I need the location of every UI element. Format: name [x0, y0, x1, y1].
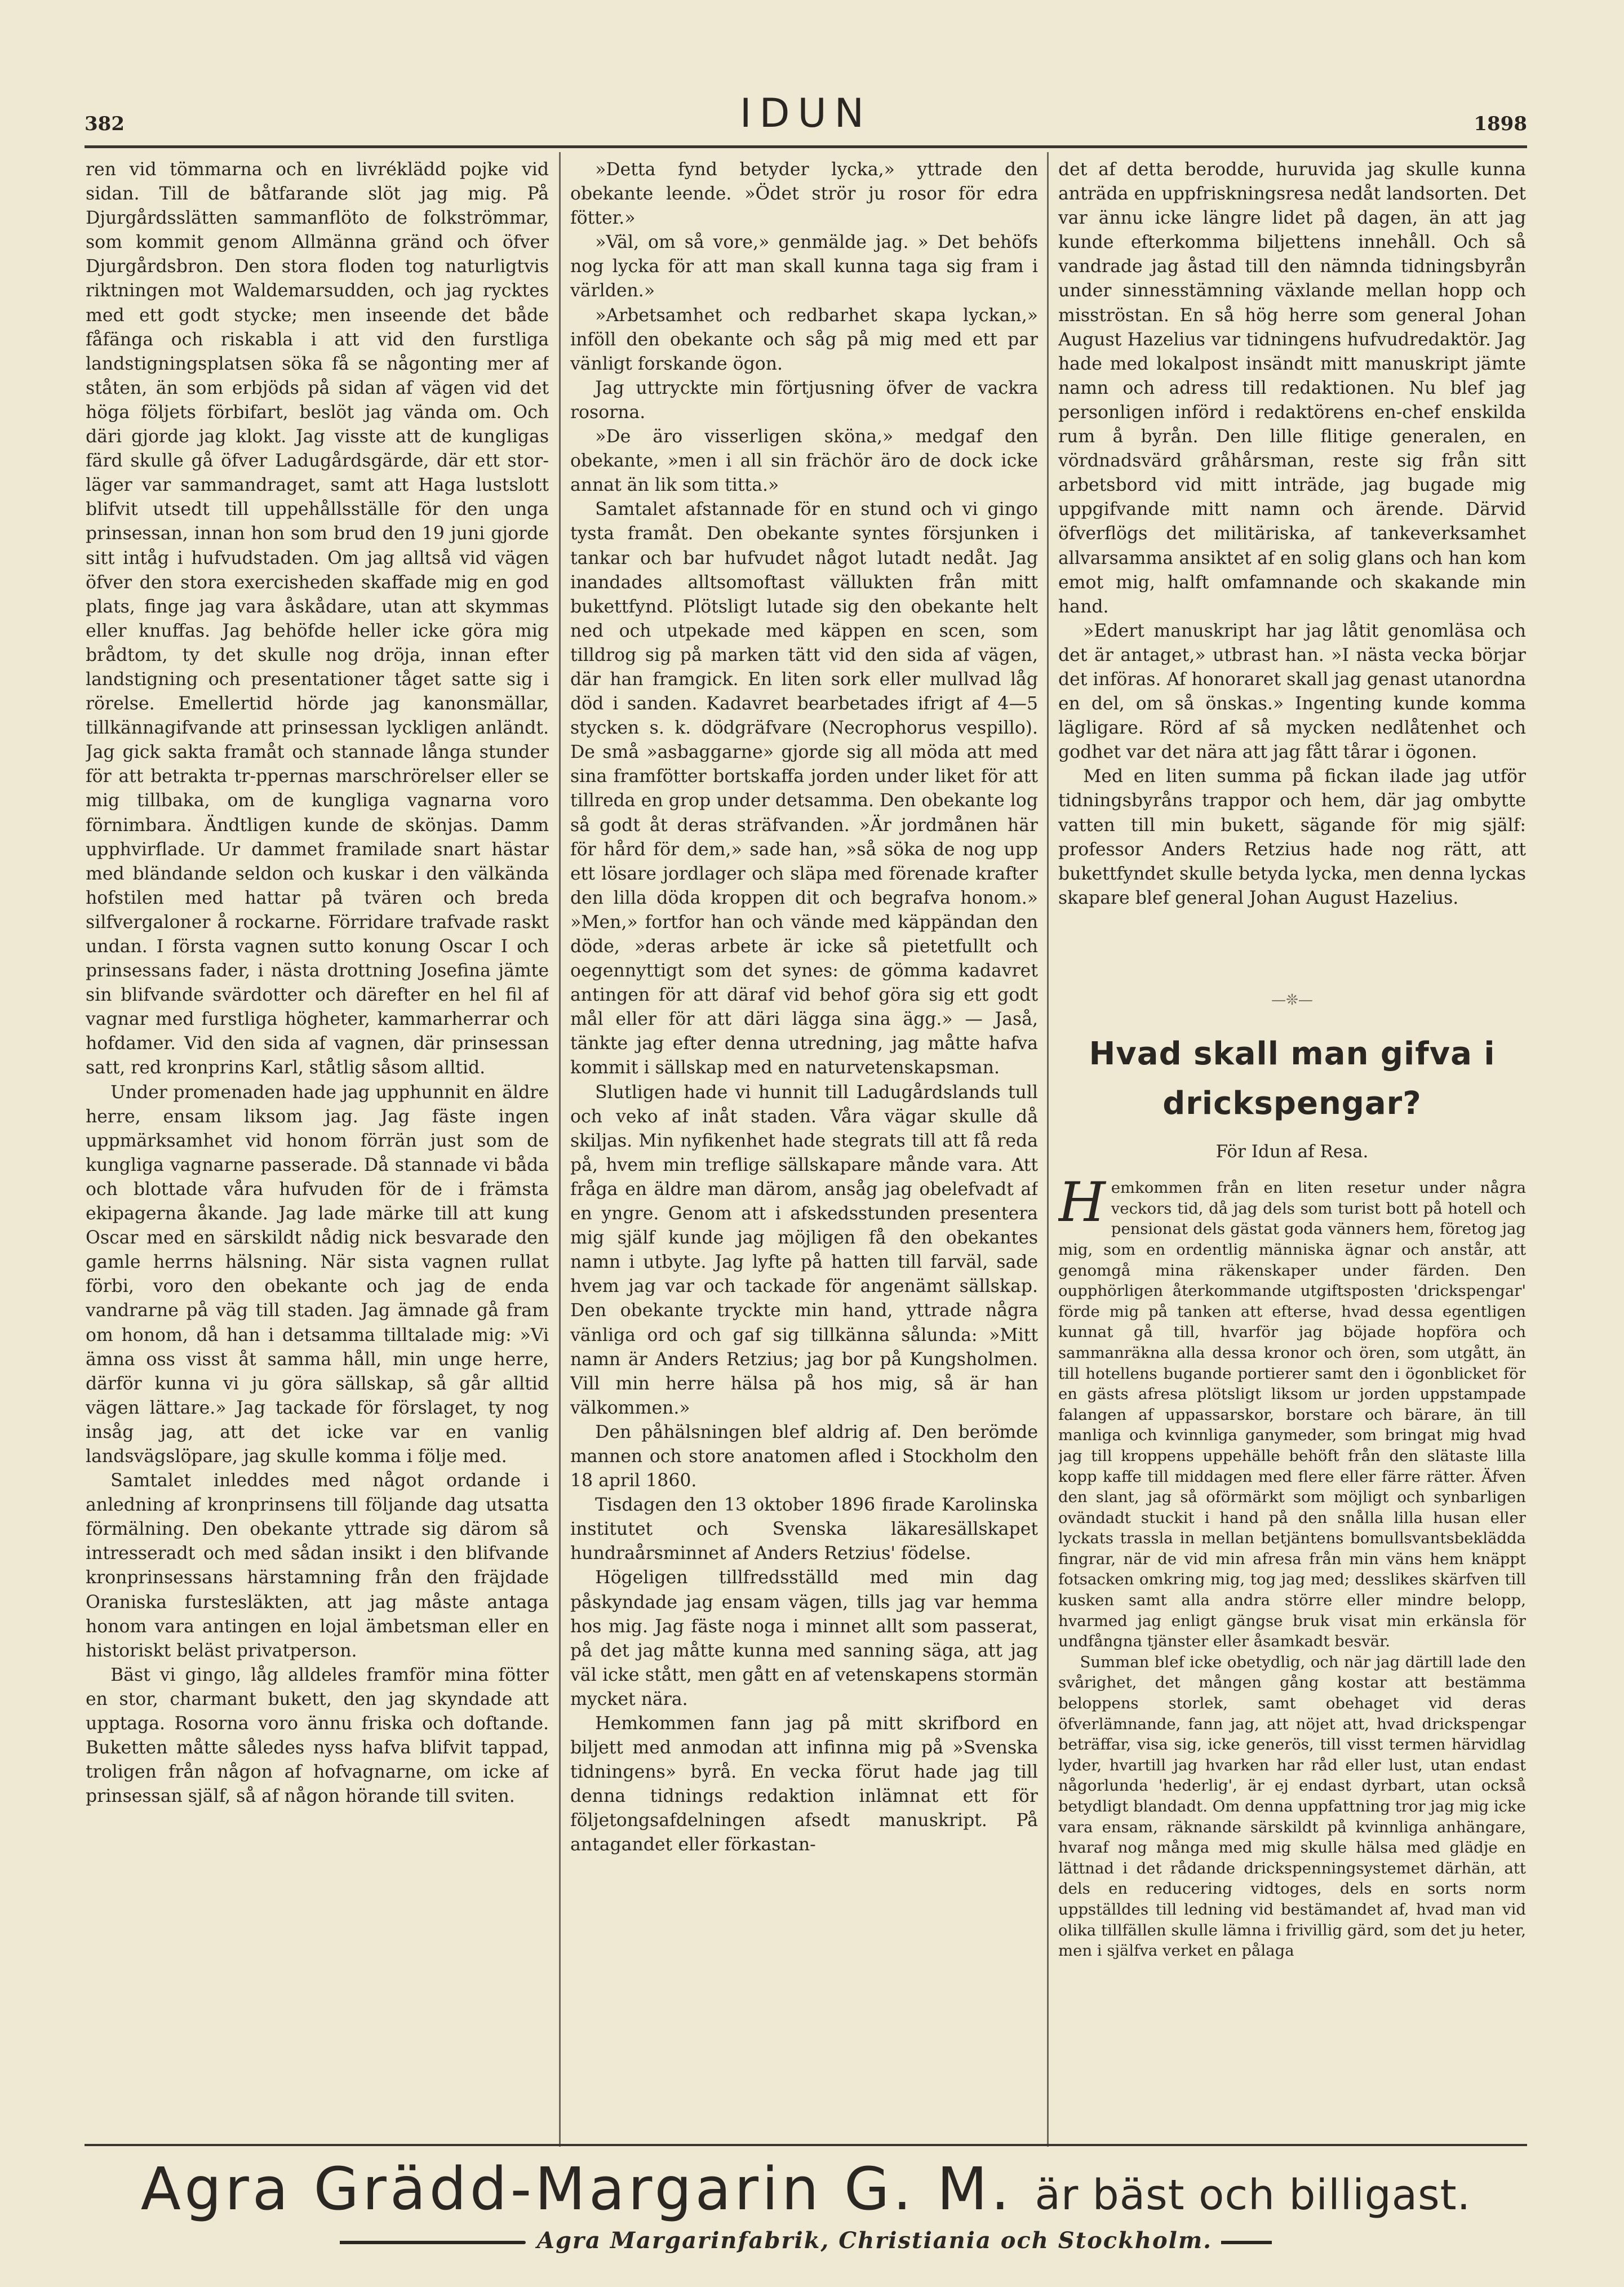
paragraph: ren vid tömmarna och en livréklädd pojke vid sidan. Till de båtfarande slöt jag mig. På Djurgårdsslätten sammanflöto de folkströmmar, som kommit genom Allmänna gränd och öfver Djurgårdsbron. Den stora floden tog naturligtvis riktningen mot Waldemarsudden, och jag rycktes med ett godt stycke; men inseende det både fåfänga och riskabla i att vid den furstliga landstigningsplatsen söka få se någonting mer af ståten, än som erbjöds på sidan af vägen vid det höga följets förbifart, beslöt jag vända om. Och däri gjorde jag klokt. Jag visste att de kungligas färd skulle gå öfver Ladugårdsgärde, där ett stor-läger var sammandraget, samt att Haga lustslott blifvit utsedt till uppehållsställe för den unga prinsessan, innan hon som brud den 19 juni gjorde sitt intåg i hufvudstaden. Om jag alltså vid vägen öfver den stora exercisheden skaffade mig en god plats, finge jag vara åskådare, utan att skymmas eller knuffas. Jag behöfde heller icke göra mig brådtom, ty det skulle nog dröja, innan efter landstigning och presentationer tåget satte sig i rörelse. Emellertid hörde jag kanonsmällar, tillkännagifvande att prinsessan lyckligen anländt. Jag gick sakta framåt och stannade långa stunder för att betrakta tr-ppernas marschrörelser eller se mig tillbaka, om de kungliga vagnarna voro förnimbara. Ändtligen kunde de skönjas. Damm upphvirflade. Ur dammet framilade snart hästar med bländande seldon och kuskar i den välkända hofstilen med hattar på tvären och breda silfvergaloner å rockarne. Förridare trafvade raskt undan. I första vagnen sutto konung Oscar I och prinsessans fader, i nästa drottning Josefina jämte sin blifvande svärdotter och därefter en hel fil af vagnar med furstliga högheter, kammarherrar och hofdamer. Vid den sida af vagnen, där prinsessan satt, red kronprins Karl, ståtlig såsom alltid.: [86, 159, 549, 1078]
ad-ornament-line: [340, 2241, 526, 2244]
column-1: [86, 158, 549, 2138]
paragraph: »Detta fynd betyder lycka,» yttrade den obekante leende. »Ödet strör ju rosor för edra fötter.»: [570, 159, 1038, 229]
paragraph: »Edert manuskript har jag låtit genomläsa och det är antaget,» utbrast han. »I nästa vecka börjar det införas. Af honoraret skall jag genast utanordna en del, om så önskas.» Ingenting kunde komma lägligare. Rörd af så mycken nedlåtenhet och godhet var det nära att jag fått tårar i ögonen.: [1058, 620, 1526, 763]
section-separator: —❊—: [1271, 992, 1313, 1009]
paragraph: Summan blef icke obetydlig, och när jag därtill lade den svårighet, det mången gång kostar att bestämma beloppens storlek, samt obehaget vid deras öfverlämnande, fann jag, att nöjet att, hvad drickspengar beträffar, visa sig, icke generös, till visst termen härvidlag lyder, hvartill jag hvarken har råd eller lust, utan endast någorlunda 'hederlig', är ej endast dyrbart, utan också betydligt blandadt. Om denna uppfattning tror jag mig icke vara ensam, räknande särskildt på kvinnliga anhängare, hvaraf nog många med mig skulle hälsa med glädje en lättnad i det rådande drickspenningsystemet därhän, att dels en reducering vidtoges, dels en sorts norm uppställdes till ledning vid bestämandet af, hvad man vid olika tillfällen skulle lämna i frivillig gärd, som det ju heter, men i själfva verket en pålaga: [1058, 1653, 1526, 1960]
ad-slogan: är bäst och billigast.: [1035, 2171, 1471, 2219]
header-rule: [85, 145, 1527, 148]
paragraph: [1058, 1171, 1526, 1652]
paragraph: Slutligen hade vi hunnit till Ladugårdslands tull och veko af inåt staden. Våra vägar skulle då skiljas. Min nyfikenhet hade stegrats till att få reda på, hvem min treflige sällskapare månde vara. Att fråga en äldre man därom, ansåg jag obelefvadt af en yngre. Genom att i afskedsstunden presentera mig själf kunde jag möjligen få den obekantes namn i utbyte. Jag lyfte på hatten till farväl, sade hvem jag var och tackade för angenämt sällskap. Den obekante tryckte min hand, yttrade några vänliga ord och gaf sig tillkänna sålunda: »Mitt namn är Anders Retzius; jag bor på Kungsholmen. Vill min herre hälsa på hos mig, så är han välkommen.»: [570, 1082, 1038, 1418]
paragraph: Tisdagen den 13 oktober 1896 firade Karolinska institutet och Svenska läkaresällskapet hundraårsminnet af Anders Retzius' födelse.: [570, 1495, 1038, 1564]
advertisement: [85, 2150, 1527, 2273]
paragraph: Samtalet inleddes med något ordande i anledning af kronprinsens till följande dag utsatta förmälning. Den obekante yttrade sig därom så intresseradt och med sådan insikt i den blifvande kronprinsessans härstamning från den fräjdade Oraniska furstesläkten, att jag måste antaga honom vara antingen en lojal ämbetsman eller en historiskt beläst privatperson.: [86, 1471, 549, 1661]
column-3: [1058, 158, 1526, 2138]
article-title-line: drickspengar?: [1162, 1085, 1422, 1122]
paragraph: Bäst vi gingo, låg alldeles framför mina fötter en stor, charmant bukett, den jag skyndade att upptaga. Rosorna voro ännu friska och doftande. Buketten måtte således nyss hafva blifvit tappad, troligen från någon af hofvagnarne, om icke af prinsessan själf, så af någon hörande till sviten.: [86, 1664, 549, 1807]
story-continuation: [1058, 158, 1526, 980]
paragraph: Med en liten summa på fickan ilade jag utför tidningsbyråns trappor och hem, där jag ombytte vatten till min bukett, sägande för mig själf: professor Anders Retzius hade nog rätt, att bukettfyndet skulle betyda lycka, men denna lyckas skapare blef general Johan August Hazelius.: [1058, 766, 1526, 908]
ad-headline: [85, 2150, 1527, 2235]
footer-rule: [85, 2144, 1527, 2146]
column-divider: [1047, 152, 1049, 2147]
paragraph-text: emkommen från en liten resetur under några veckors tid, då jag dels som turist bott på hotell och pensionat dels gästat goda vänners hem, företog jag mig, som en ordentlig människa ägnar och anstår, att genomgå mina räkenskaper under färden. Den oupphörligen återkommande utgiftsposten 'drickspengar' förde mig på tanken att efterse, hvad dessa egentligen kunnat gå till, hvarför jag böjade hopföra och sammanräkna alla dessa kronor och ören, som utgått, än till hotellens bugande portierer samt den i ögonblicket för en gästs afresa plötsligt liksom ur jorden uppstampade falangen af uppassarskor, borstare och bärare, än till manliga och kvinnliga ganymeder, som bringat mig hvad jag till kroppens uppehälle behöft från den slätaste lilla kopp kaffe till middagen med flere eller färre rätter. Äfven den slant, jag så oförmärkt som möjligt och synbarligen ovändadt stuckit i hand på den snålla lilla husan eller lyckats trassla in mellan betjäntens bomullsvantsbeklädda fingrar, när de vid min afresa från min väns hem knäppt fotsacken omkring mig, tog jag med; desslikes skärfven till kusken samt alla andra större eller mindre belopp, hvarmed jag enligt gängse bruk visat min erkänsla för undfångna tjänster eller åsamkadt besvär.: [1058, 1179, 1526, 1651]
ad-brand: Agra Grädd-Margarin G. M.: [140, 2155, 1013, 2223]
column-divider: [559, 152, 561, 2147]
paragraph: Under promenaden hade jag upphunnit en äldre herre, ensam liksom jag. Jag fäste ingen uppmärksamhet vid honom förrän just som de kungliga vagnarne passerade. Då stannade vi båda och blottade våra hufvuden för de i främsta ekipagerna åkande. Jag lade märke till att kung Oscar med en särskildt nådig nick besvarade den gamle herrns hälsning. När sista vagnen rullat förbi, voro den obekante och jag de enda vandrarne på väg till staden. Jag ämnade gå fram om honom, då han i detsamma tilltalade mig: »Vi ämna oss visst åt samma håll, min unge herre, därför kunna vi ju göra sällskap, så går alltid vägen lättare.» Jag tackade för förslaget, ty nog insåg jag, att det icke var en vanlig landsvägslöpare, jag skulle komma i följe med.: [86, 1082, 549, 1467]
paragraph: Den påhälsningen blef aldrig af. Den berömde mannen och store anatomen afled i Stockholm den 18 april 1860.: [570, 1422, 1038, 1491]
ad-company: Agra Margarinfabrik, Christiania och Stockholm.: [536, 2227, 1213, 2254]
paragraph: Samtalet afstannade för en stund och vi gingo tysta framåt. Den obekante syntes försjunken i tankar och bar hufvudet något lutadt nedåt. Jag inandades alltsomoftast vällukten från mitt bukettfynd. Plötsligt lutade sig den obekante helt ned och utpekade med käppen en scen, som tilldrog sig på marken tätt vid den sida af vägen, där han framgick. En liten sork eller mullvad låg död i sanden. Kadavret bearbetades ifrigt af 4—5 stycken s. k. dödgräfvare (Necrophorus vespillo). De små »asbaggarne» gjorde sig all möda att med sina framfötter bortskaffa jorden under liket för att tillreda en grop under detsamma. Den obekante log så godt åt deras sträfvanden. »Är jordmånen här för hård för dem,» sade han, »så söka de nog upp ett lösare jordlager och släpa med förenade krafter den lilla döda kroppen dit och begrafva honom.» »Men,» fortfor han och vände med käppändan den döde, »deras arbete är icke så pietetfullt och oegennyttigt som det synes: de gömma kadavret antingen för att däraf vid behof göra sig ett godt mål eller för att däri lägga sina ägg.» — Jaså, tänkte jag efter denna utredning, jag måtte hafva kommit i sällskap med en naturvetenskapsman.: [570, 499, 1038, 1078]
paragraph: »De äro visserligen sköna,» medgaf den obekante, »men i all sin frächör äro de dock icke annat än lik som titta.»: [570, 427, 1038, 496]
paragraph: det af detta berodde, huruvida jag skulle kunna anträda en uppfriskningsresa nedåt landsorten. Det var ännu icke längre lidet på dagen, än att jag kunde efterkomma biljettens innehåll. Och så vandrade jag åstad till den nämnda tidningsbyrån under sinnesstämning växlande mellan hopp och misströstan. En så hög herre som general Johan August Hazelius var tidningens hufvudredaktör. Jag hade med lokalpost insändt mitt manuskript jämte namn och adress till redaktionen. Nu blef jag personligen införd i redaktörens en-chef enskilda rum å byrån. Den lille flitige generalen, en vördnadsvärd gråhårsman, reste sig från sitt arbetsbord vid mitt inträde, jag bugade mig uppgifvande mitt namn och ärende. Därvid öfverflögs det militäriska, af tankeverksamhet allvarsamma ansiktet af en solig glans och han kom emot mig, halft omfamnande och skakande min hand.: [1058, 159, 1526, 617]
article-title: [1058, 1029, 1526, 1129]
article-byline: För Idun af Resa.: [1215, 1142, 1369, 1162]
ad-ornament-line: [1221, 2241, 1272, 2244]
header-year: 1898: [1474, 113, 1527, 135]
article-title-line: Hvad skall man gifva i: [1089, 1036, 1496, 1073]
paragraph: Hemkommen fann jag på mitt skrifbord en biljett med anmodan att infinna mig på »Svenska tidningens» byrå. En vecka förut hade jag till denna tidnings redaktion inlämnat ett för följetongsafdelningen afsedt manuskript. På antagandet eller förkastan-: [570, 1713, 1038, 1855]
page-number: 382: [85, 113, 125, 135]
ad-subline: [85, 2227, 1527, 2254]
paragraph: Högeligen tillfredsställd med min dag påskyndade jag ensam vägen, tills jag var hemma hos mig. Jag fäste noga i minnet allt som passerat, på det jag måtte kunna med sanning säga, att jag väl icke stått, men gått en af vetenskapens stormän mycket nära.: [570, 1567, 1038, 1709]
column-2: [570, 158, 1038, 2138]
article-body: [1058, 1171, 1526, 1961]
paragraph: Jag uttryckte min förtjusning öfver de vackra rosorna.: [570, 378, 1038, 423]
paragraph: »Väl, om så vore,» genmälde jag. » Det behöfs nog lycka för att man skall kunna taga sig fram i världen.»: [570, 232, 1038, 301]
page-header: [85, 90, 1527, 152]
paragraph: »Arbetsamhet och redbarhet skapa lyckan,» inföll den obekante och såg på mig med ett par vänligt forskande ögon.: [570, 305, 1038, 374]
masthead-title: IDUN: [739, 90, 872, 136]
drop-cap: H: [1058, 1171, 1106, 1234]
